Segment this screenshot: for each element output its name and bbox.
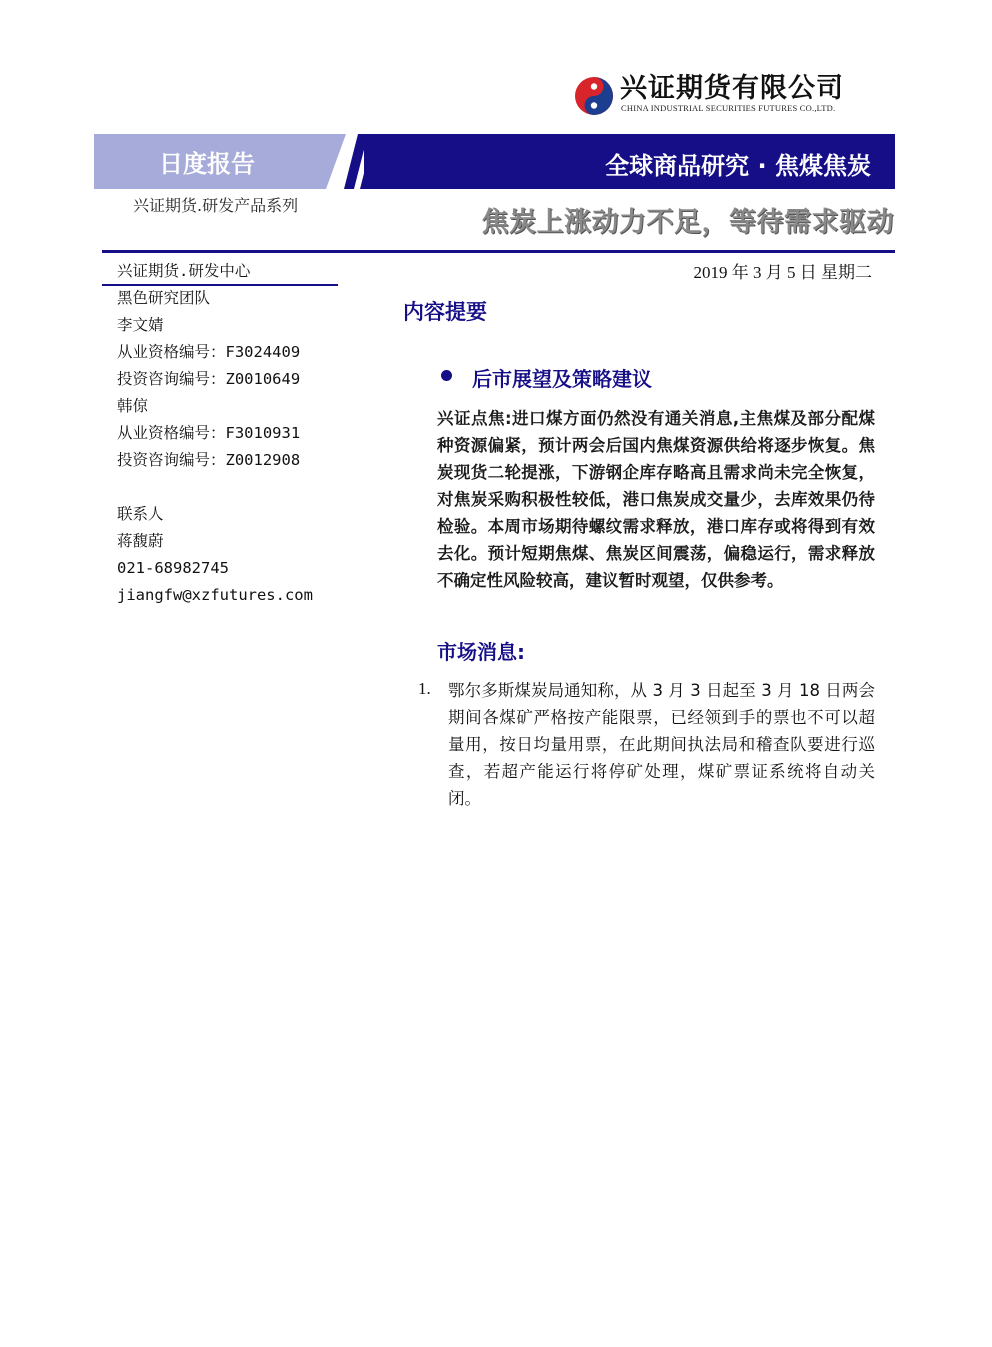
summary-title: 内容提要 — [403, 300, 487, 324]
analyst-license: 从业资格编号：F3010931 — [117, 424, 301, 442]
report-category: 全球商品研究 · 焦煤焦炭 — [605, 152, 871, 180]
company-name-en: CHINA INDUSTRIAL SECURITIES FUTURES CO.,LTD. — [621, 103, 836, 113]
analyst-name: 李文婧 — [117, 316, 164, 334]
report-date: 2019 年 3 月 5 日 星期二 — [693, 263, 872, 282]
report-type: 日度报告 — [159, 150, 255, 178]
banner-slash-decoration — [94, 134, 384, 189]
news-item-number: 1. — [418, 679, 431, 698]
analyst-name: 韩倞 — [117, 397, 149, 415]
company-logo-icon — [574, 76, 614, 116]
report-headline: 焦炭上涨动力不足，等待需求驱动 — [481, 207, 894, 238]
contact-phone: 021-68982745 — [117, 559, 229, 577]
bullet-icon — [441, 370, 452, 381]
category-panel — [364, 134, 895, 189]
market-news-title: 市场消息: — [437, 640, 525, 664]
research-team: 黑色研究团队 — [117, 289, 211, 307]
report-banner — [94, 134, 895, 189]
outlook-body: 兴证点焦:进口煤方面仍然没有通关消息,主焦煤及部分配煤种资源偏紧，预计两会后国内焦煤资源供给将逐步恢复。焦炭现货二轮提涨，下游钢企库存略高且需求尚未完全恢复，对焦炭采购积极性较低，港口焦炭成交量少，去库效果仍待检验。本周市场期待螺纹需求释放，港口库存或将得到有效去化。预计短期焦煤、焦炭区间震荡，偏稳运行，需求释放不确定性风险较高，建议暂时观望，仅供参考。 — [437, 409, 875, 590]
product-series: 兴证期货.研发产品系列 — [133, 196, 299, 215]
analyst-consult-id: 投资咨询编号：Z0010649 — [117, 370, 301, 388]
analyst-consult-id: 投资咨询编号：Z0012908 — [117, 451, 301, 469]
company-logo — [574, 74, 874, 118]
company-name-cn: 兴证期货有限公司 — [620, 73, 844, 104]
contact-name: 蒋馥蔚 — [117, 532, 164, 550]
research-center: 兴证期货.研发中心 — [117, 262, 251, 280]
contact-label: 联系人 — [117, 505, 164, 523]
contact-email[interactable]: jiangfw@xzfutures.com — [117, 586, 313, 604]
author-info — [117, 258, 343, 609]
header-divider — [102, 250, 895, 253]
analyst-license: 从业资格编号：F3024409 — [117, 343, 301, 361]
outlook-title: 后市展望及策略建议 — [472, 367, 652, 391]
news-item-text: 鄂尔多斯煤炭局通知称，从 3 月 3 日起至 3 月 18 日两会期间各煤矿严格按产能限票，已经领到手的票也不可以超量用，按日均量用票，在此期间执法局和稽查队要进行巡查，若超产能运行将停矿处理，煤矿票证系统将自动关闭。 — [448, 681, 875, 808]
